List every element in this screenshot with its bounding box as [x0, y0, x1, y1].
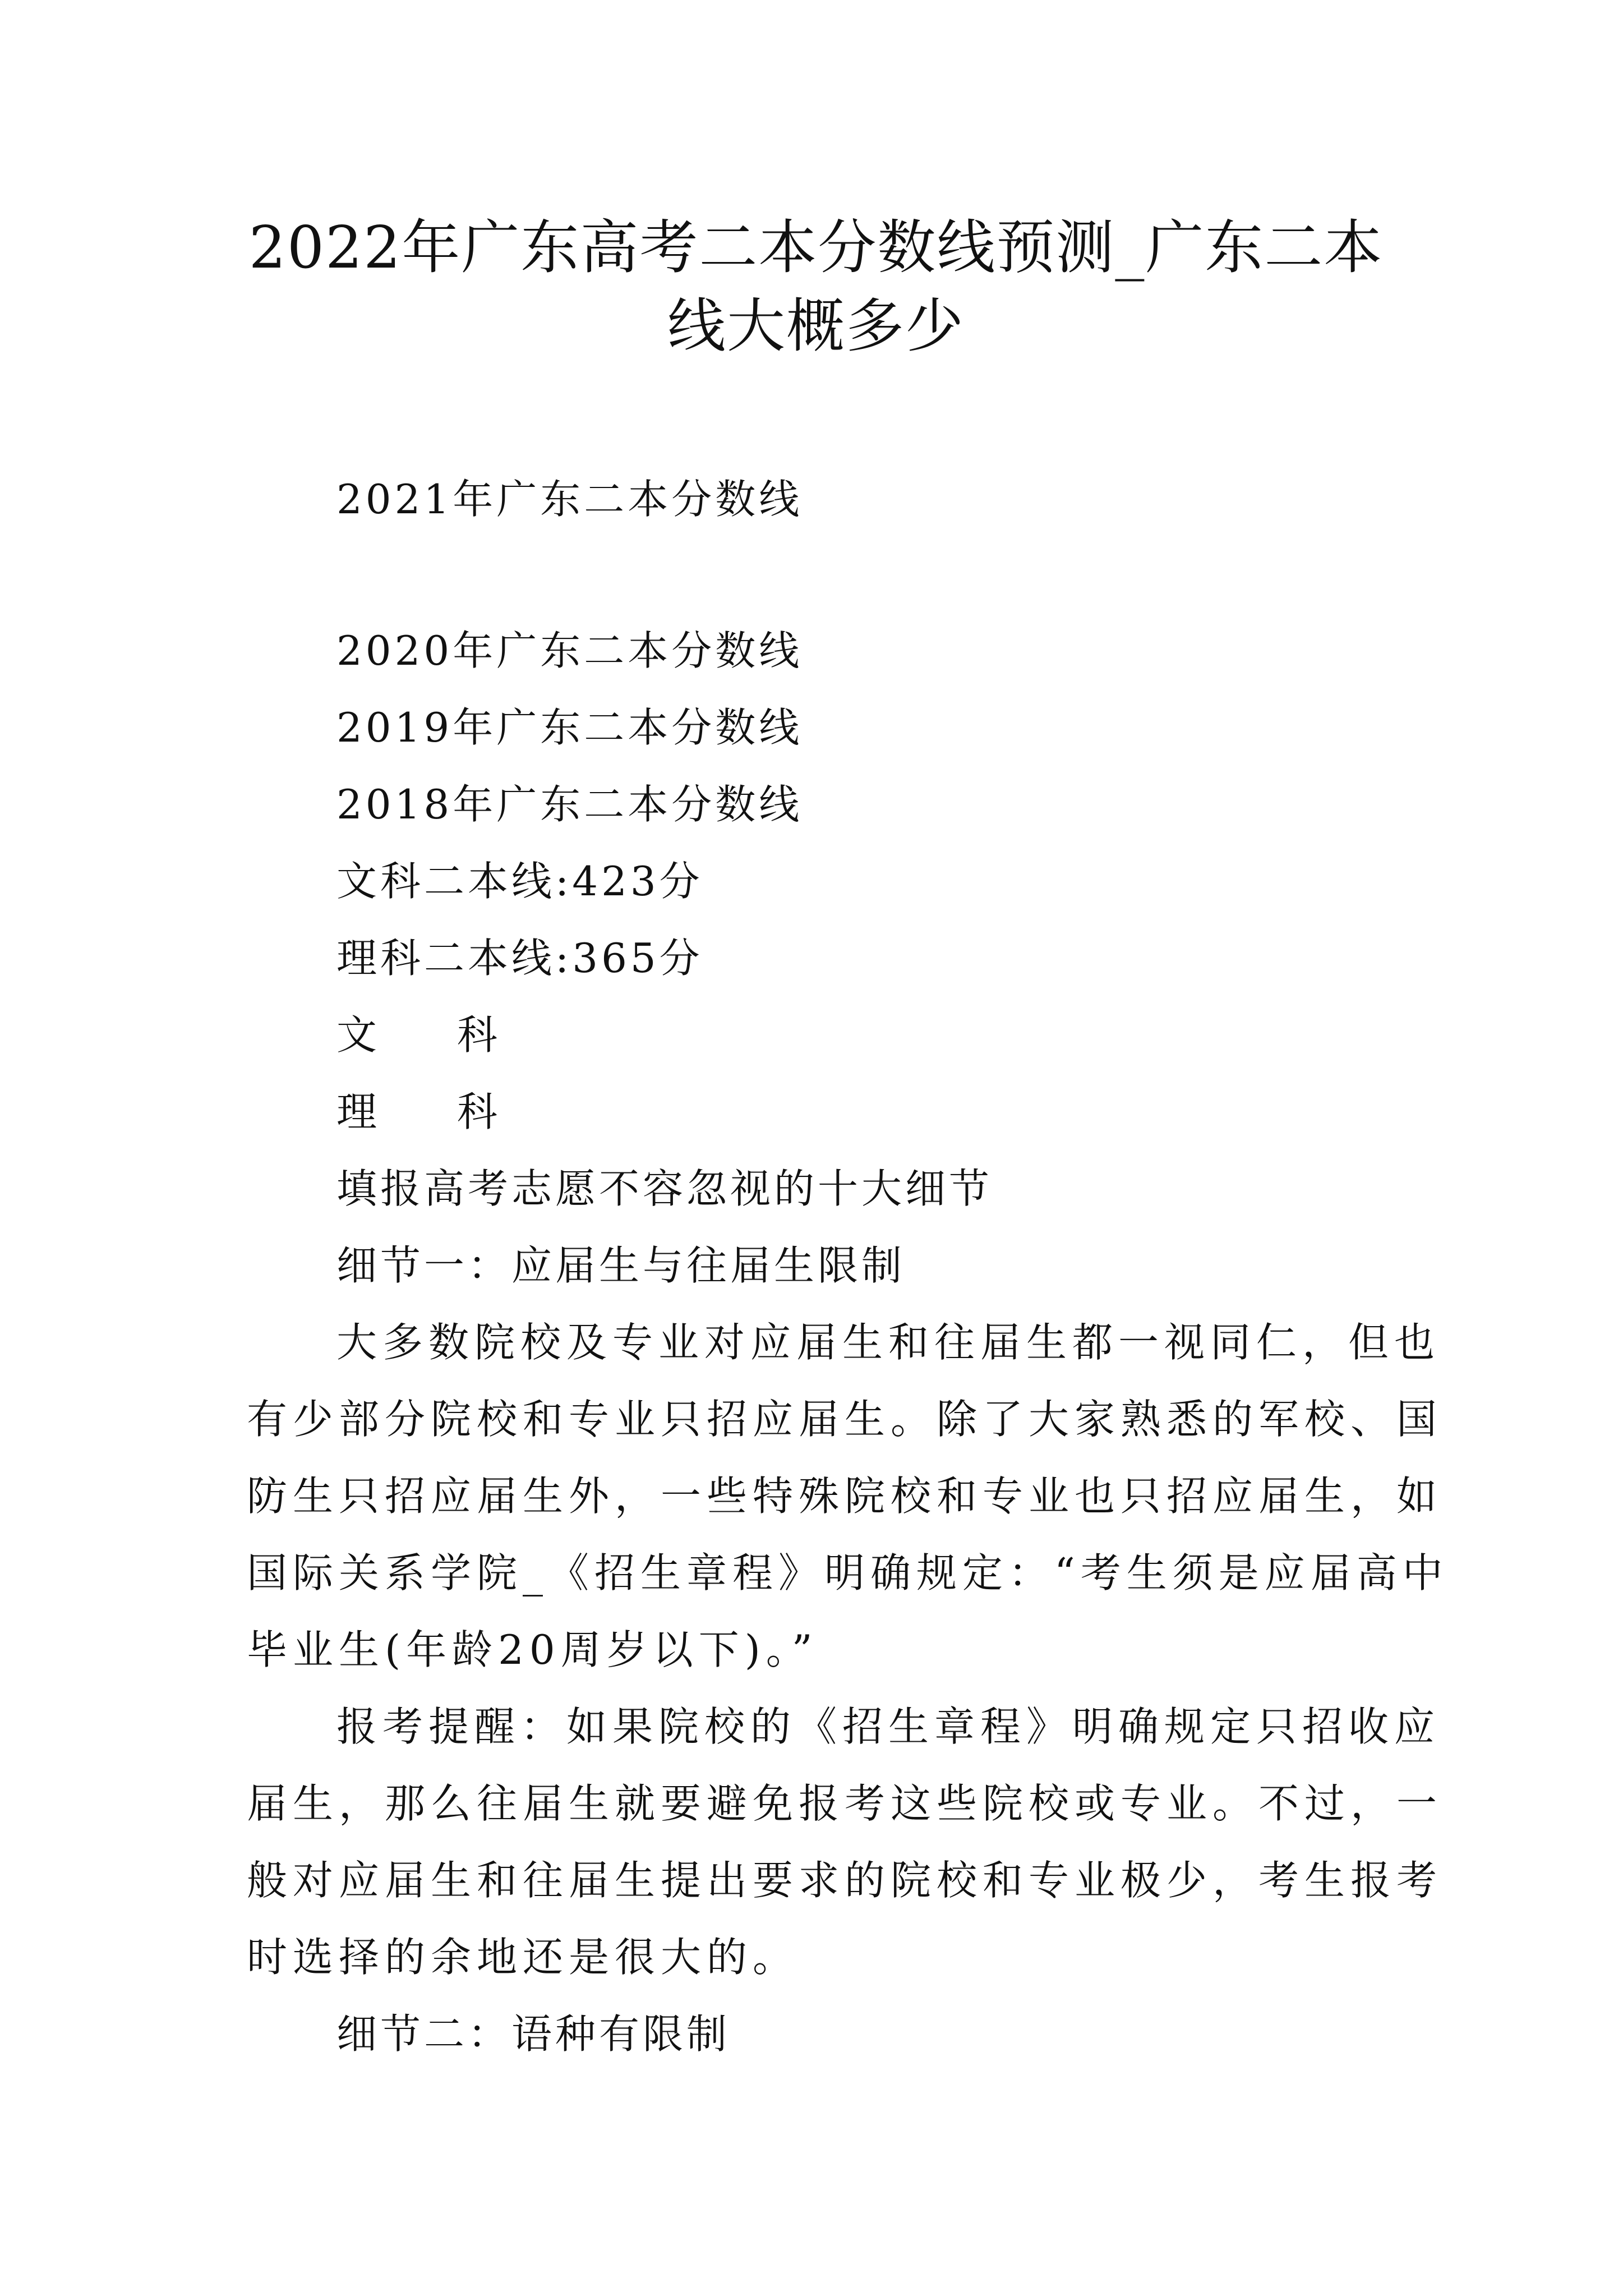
heading-2019: 2019年广东二本分数线	[336, 704, 803, 751]
paragraph-2-line-4: 时选择的余地还是很大的。	[247, 1934, 799, 1981]
paragraph-1-line-1: 大多数院校及专业对应届生和往届生都一视同仁，但也	[336, 1319, 1441, 1366]
science-label: 理 科	[336, 1088, 531, 1135]
paragraph-2-line-2: 届生，那么往届生就要避免报考这些院校或专业。不过，一	[247, 1780, 1443, 1827]
paragraph-1-line-5: 毕业生(年龄20周岁以下)。”	[247, 1626, 818, 1673]
heading-2020: 2020年广东二本分数线	[336, 627, 803, 674]
section-heading: 填报高考志愿不容忽视的十大细节	[336, 1165, 993, 1212]
arts-cutoff-line: 文科二本线:423分	[336, 858, 703, 905]
paragraph-2-line-3: 般对应届生和往届生提出要求的院校和专业极少，考生报考	[247, 1857, 1443, 1904]
detail-one-heading: 细节一：应届生与往届生限制	[336, 1242, 906, 1289]
paragraph-1-line-4: 国际关系学院_《招生章程》明确规定：“考生须是应届高中	[247, 1549, 1449, 1596]
arts-label: 文 科	[336, 1011, 531, 1059]
document-title-line-2: 线大概多少	[667, 292, 965, 360]
detail-two-heading: 细节二：语种有限制	[336, 2010, 731, 2058]
paragraph-1-line-3: 防生只招应届生外，一些特殊院校和专业也只招应届生，如	[247, 1473, 1443, 1520]
heading-2021: 2021年广东二本分数线	[336, 476, 803, 523]
document-title-line-1: 2022年广东高考二本分数线预测_广东二本	[248, 213, 1384, 282]
science-cutoff-line: 理科二本线:365分	[336, 935, 703, 982]
paragraph-2-line-1: 报考提醒：如果院校的《招生章程》明确规定只招收应	[336, 1703, 1441, 1750]
paragraph-1-line-2: 有少部分院校和专业只招应届生。除了大家熟悉的军校、国	[247, 1396, 1443, 1443]
heading-2018: 2018年广东二本分数线	[336, 781, 803, 828]
